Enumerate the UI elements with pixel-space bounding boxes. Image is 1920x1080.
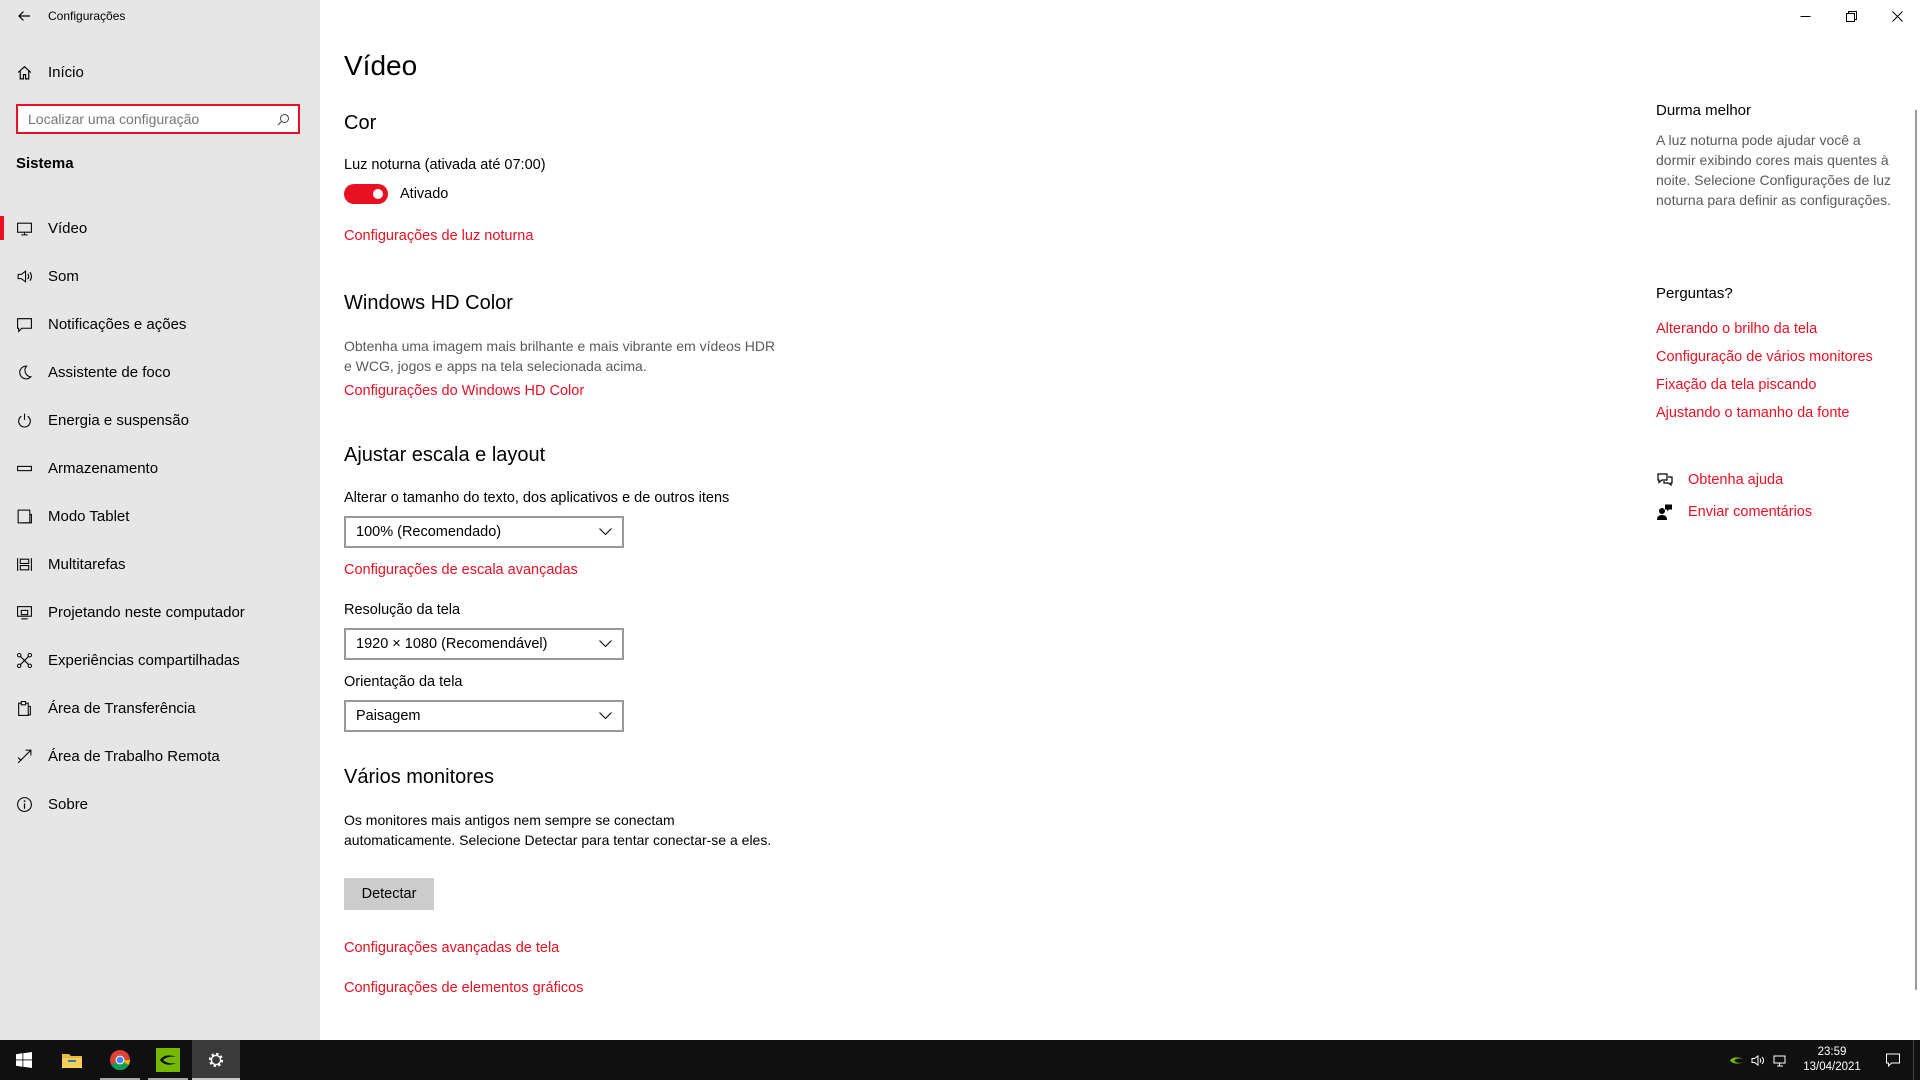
scrollbar[interactable] bbox=[1915, 110, 1917, 990]
send-feedback-link[interactable]: Enviar comentários bbox=[1688, 504, 1813, 520]
sidebar-item-about[interactable] bbox=[0, 780, 320, 828]
chevron-down-icon bbox=[599, 712, 612, 720]
resolution-select[interactable] bbox=[344, 628, 624, 660]
sidebar-item-label: Multitarefas bbox=[48, 555, 126, 573]
chevron-down-icon bbox=[599, 528, 612, 536]
sidebar-item-power[interactable] bbox=[0, 396, 320, 444]
projecting-icon bbox=[0, 596, 48, 628]
settings-icon bbox=[207, 1051, 225, 1069]
feedback-row[interactable] bbox=[1656, 503, 1812, 521]
sidebar-item-video[interactable] bbox=[0, 204, 320, 252]
minimize-button[interactable] bbox=[1782, 0, 1828, 32]
detect-button[interactable]: Detectar bbox=[344, 878, 434, 910]
sidebar-item-label: Assistente de foco bbox=[48, 363, 171, 381]
scale-layout-heading: Ajustar escala e layout bbox=[344, 444, 546, 466]
sidebar bbox=[0, 0, 320, 1040]
search-icon[interactable] bbox=[268, 113, 298, 126]
graphics-settings-link[interactable]: Configurações de elementos gráficos bbox=[344, 980, 584, 996]
tray-clock[interactable] bbox=[1797, 1045, 1867, 1075]
sidebar-item-projecting[interactable] bbox=[0, 588, 320, 636]
clock-time: 23:59 bbox=[1817, 1046, 1847, 1058]
sidebar-item-shared-experiences[interactable] bbox=[0, 636, 320, 684]
minimize-icon bbox=[1800, 11, 1811, 22]
hd-color-heading: Windows HD Color bbox=[344, 292, 513, 314]
system-tray bbox=[1725, 1040, 1920, 1080]
page-title: Vídeo bbox=[344, 50, 418, 81]
taskbar bbox=[0, 1040, 1920, 1080]
tray-volume[interactable] bbox=[1747, 1040, 1769, 1080]
sidebar-item-label: Notificações e ações bbox=[48, 315, 187, 333]
get-help-link[interactable]: Obtenha ajuda bbox=[1688, 472, 1784, 488]
tray-network[interactable] bbox=[1769, 1040, 1791, 1080]
action-center-button[interactable] bbox=[1873, 1040, 1913, 1080]
sidebar-item-multitasking[interactable] bbox=[0, 540, 320, 588]
resolution-label: Resolução da tela bbox=[344, 602, 461, 618]
sidebar-item-sound[interactable] bbox=[0, 252, 320, 300]
tray-nvidia[interactable] bbox=[1725, 1040, 1747, 1080]
sidebar-item-label: Vídeo bbox=[48, 219, 88, 237]
sidebar-item-label: Modo Tablet bbox=[48, 507, 130, 525]
taskbar-file-explorer[interactable] bbox=[48, 1040, 96, 1080]
toggle-knob bbox=[373, 189, 383, 199]
hd-color-settings-link[interactable]: Configurações do Windows HD Color bbox=[344, 383, 585, 399]
home-icon bbox=[0, 56, 48, 88]
sidebar-item-notifications[interactable] bbox=[0, 300, 320, 348]
clock-date: 13/04/2021 bbox=[1803, 1061, 1861, 1073]
sleep-better-text: A luz noturna pode ajudar você a dormir exibindo cores mais quentes à noite. Selecione Configurações de luz noturna para definir as configurações. bbox=[1656, 132, 1892, 208]
scale-select-value: 100% (Recomendado) bbox=[356, 524, 502, 540]
storage-icon bbox=[0, 452, 48, 484]
night-light-settings-link[interactable]: Configurações de luz noturna bbox=[344, 228, 534, 244]
back-arrow-icon bbox=[17, 9, 31, 23]
file-explorer-icon bbox=[61, 1051, 83, 1069]
back-button[interactable] bbox=[0, 0, 48, 32]
night-light-label: Luz noturna (ativada até 07:00) bbox=[344, 157, 546, 173]
size-label: Alterar o tamanho do texto, dos aplicativos e de outros itens bbox=[344, 490, 730, 506]
sidebar-item-tablet[interactable] bbox=[0, 492, 320, 540]
network-icon bbox=[1773, 1053, 1788, 1068]
sidebar-item-remote-desktop[interactable] bbox=[0, 732, 320, 780]
get-help-row[interactable] bbox=[1656, 471, 1783, 489]
sidebar-item-storage[interactable] bbox=[0, 444, 320, 492]
orientation-label: Orientação da tela bbox=[344, 674, 463, 690]
start-button[interactable] bbox=[0, 1040, 48, 1080]
chevron-down-icon bbox=[599, 640, 612, 648]
taskbar-nvidia[interactable] bbox=[144, 1040, 192, 1080]
sidebar-item-label: Área de Transferência bbox=[48, 699, 196, 717]
windows-start-icon bbox=[16, 1052, 32, 1068]
shared-icon bbox=[0, 644, 48, 676]
feedback-icon bbox=[1656, 503, 1688, 521]
window-controls bbox=[1782, 0, 1920, 32]
sidebar-item-label: Som bbox=[48, 267, 79, 285]
info-icon bbox=[0, 788, 48, 820]
nvidia-icon bbox=[156, 1048, 180, 1072]
question-link[interactable]: Ajustando o tamanho da fonte bbox=[1656, 405, 1850, 421]
sidebar-home-label: Início bbox=[48, 63, 84, 81]
tablet-icon bbox=[0, 500, 48, 532]
close-icon bbox=[1892, 11, 1903, 22]
action-center-icon bbox=[1885, 1052, 1901, 1068]
taskbar-chrome[interactable] bbox=[96, 1040, 144, 1080]
sleep-better-heading: Durma melhor bbox=[1656, 102, 1752, 119]
multiple-monitors-description: Os monitores mais antigos nem sempre se conectam automaticamente. Selecione Detectar para tentar conectar-se a eles. bbox=[344, 812, 772, 848]
restore-button[interactable] bbox=[1828, 0, 1874, 32]
advanced-display-link[interactable]: Configurações avançadas de tela bbox=[344, 940, 560, 956]
night-light-toggle[interactable] bbox=[344, 184, 388, 204]
moon-icon bbox=[0, 356, 48, 388]
question-link[interactable]: Alterando o brilho da tela bbox=[1656, 321, 1818, 337]
questions-heading: Perguntas? bbox=[1656, 285, 1733, 302]
restore-icon bbox=[1846, 11, 1857, 22]
sidebar-home[interactable] bbox=[0, 56, 320, 88]
sidebar-item-label: Experiências compartilhadas bbox=[48, 651, 240, 669]
color-heading: Cor bbox=[344, 112, 377, 134]
hd-color-description: Obtenha uma imagem mais brilhante e mais vibrante em vídeos HDR e WCG, jogos e apps na tela selecionada acima. bbox=[344, 338, 776, 374]
resolution-select-value: 1920 × 1080 (Recomendável) bbox=[356, 636, 548, 652]
sidebar-item-clipboard[interactable] bbox=[0, 684, 320, 732]
night-light-toggle-row bbox=[344, 184, 448, 204]
help-chat-icon bbox=[1656, 471, 1688, 489]
sidebar-item-label: Projetando neste computador bbox=[48, 603, 245, 621]
orientation-select-value: Paisagem bbox=[356, 708, 421, 724]
volume-icon bbox=[1751, 1053, 1766, 1068]
nvidia-tray-icon bbox=[1729, 1053, 1744, 1068]
sidebar-section-label: Sistema bbox=[16, 155, 74, 172]
sidebar-item-focus-assist[interactable] bbox=[0, 348, 320, 396]
show-desktop-button[interactable] bbox=[1913, 1040, 1920, 1080]
taskbar-settings[interactable] bbox=[192, 1040, 240, 1080]
search-input[interactable]: Localizar uma configuração bbox=[28, 111, 200, 127]
speaker-icon bbox=[0, 260, 48, 292]
power-icon bbox=[0, 404, 48, 436]
orientation-select[interactable] bbox=[344, 700, 624, 732]
title-bar bbox=[0, 0, 125, 32]
chrome-icon bbox=[109, 1049, 131, 1071]
question-link[interactable]: Configuração de vários monitores bbox=[1656, 349, 1873, 365]
monitor-icon bbox=[0, 212, 48, 244]
sidebar-item-label: Armazenamento bbox=[48, 459, 159, 477]
notification-icon bbox=[0, 308, 48, 340]
clipboard-icon bbox=[0, 692, 48, 724]
multiple-monitors-heading: Vários monitores bbox=[344, 766, 495, 788]
advanced-scaling-link[interactable]: Configurações de escala avançadas bbox=[344, 562, 578, 578]
sidebar-item-label: Sobre bbox=[48, 795, 89, 813]
question-link[interactable]: Fixação da tela piscando bbox=[1656, 377, 1817, 393]
toggle-state-label: Ativado bbox=[400, 186, 449, 202]
sidebar-nav bbox=[0, 204, 320, 828]
close-button[interactable] bbox=[1874, 0, 1920, 32]
sidebar-item-label: Área de Trabalho Remota bbox=[48, 747, 220, 765]
search-box[interactable] bbox=[16, 104, 300, 134]
scale-select[interactable] bbox=[344, 516, 624, 548]
window-title: Configurações bbox=[48, 9, 126, 23]
sidebar-item-label: Energia e suspensão bbox=[48, 411, 189, 429]
multitask-icon bbox=[0, 548, 48, 580]
remote-desktop-icon bbox=[0, 740, 48, 772]
